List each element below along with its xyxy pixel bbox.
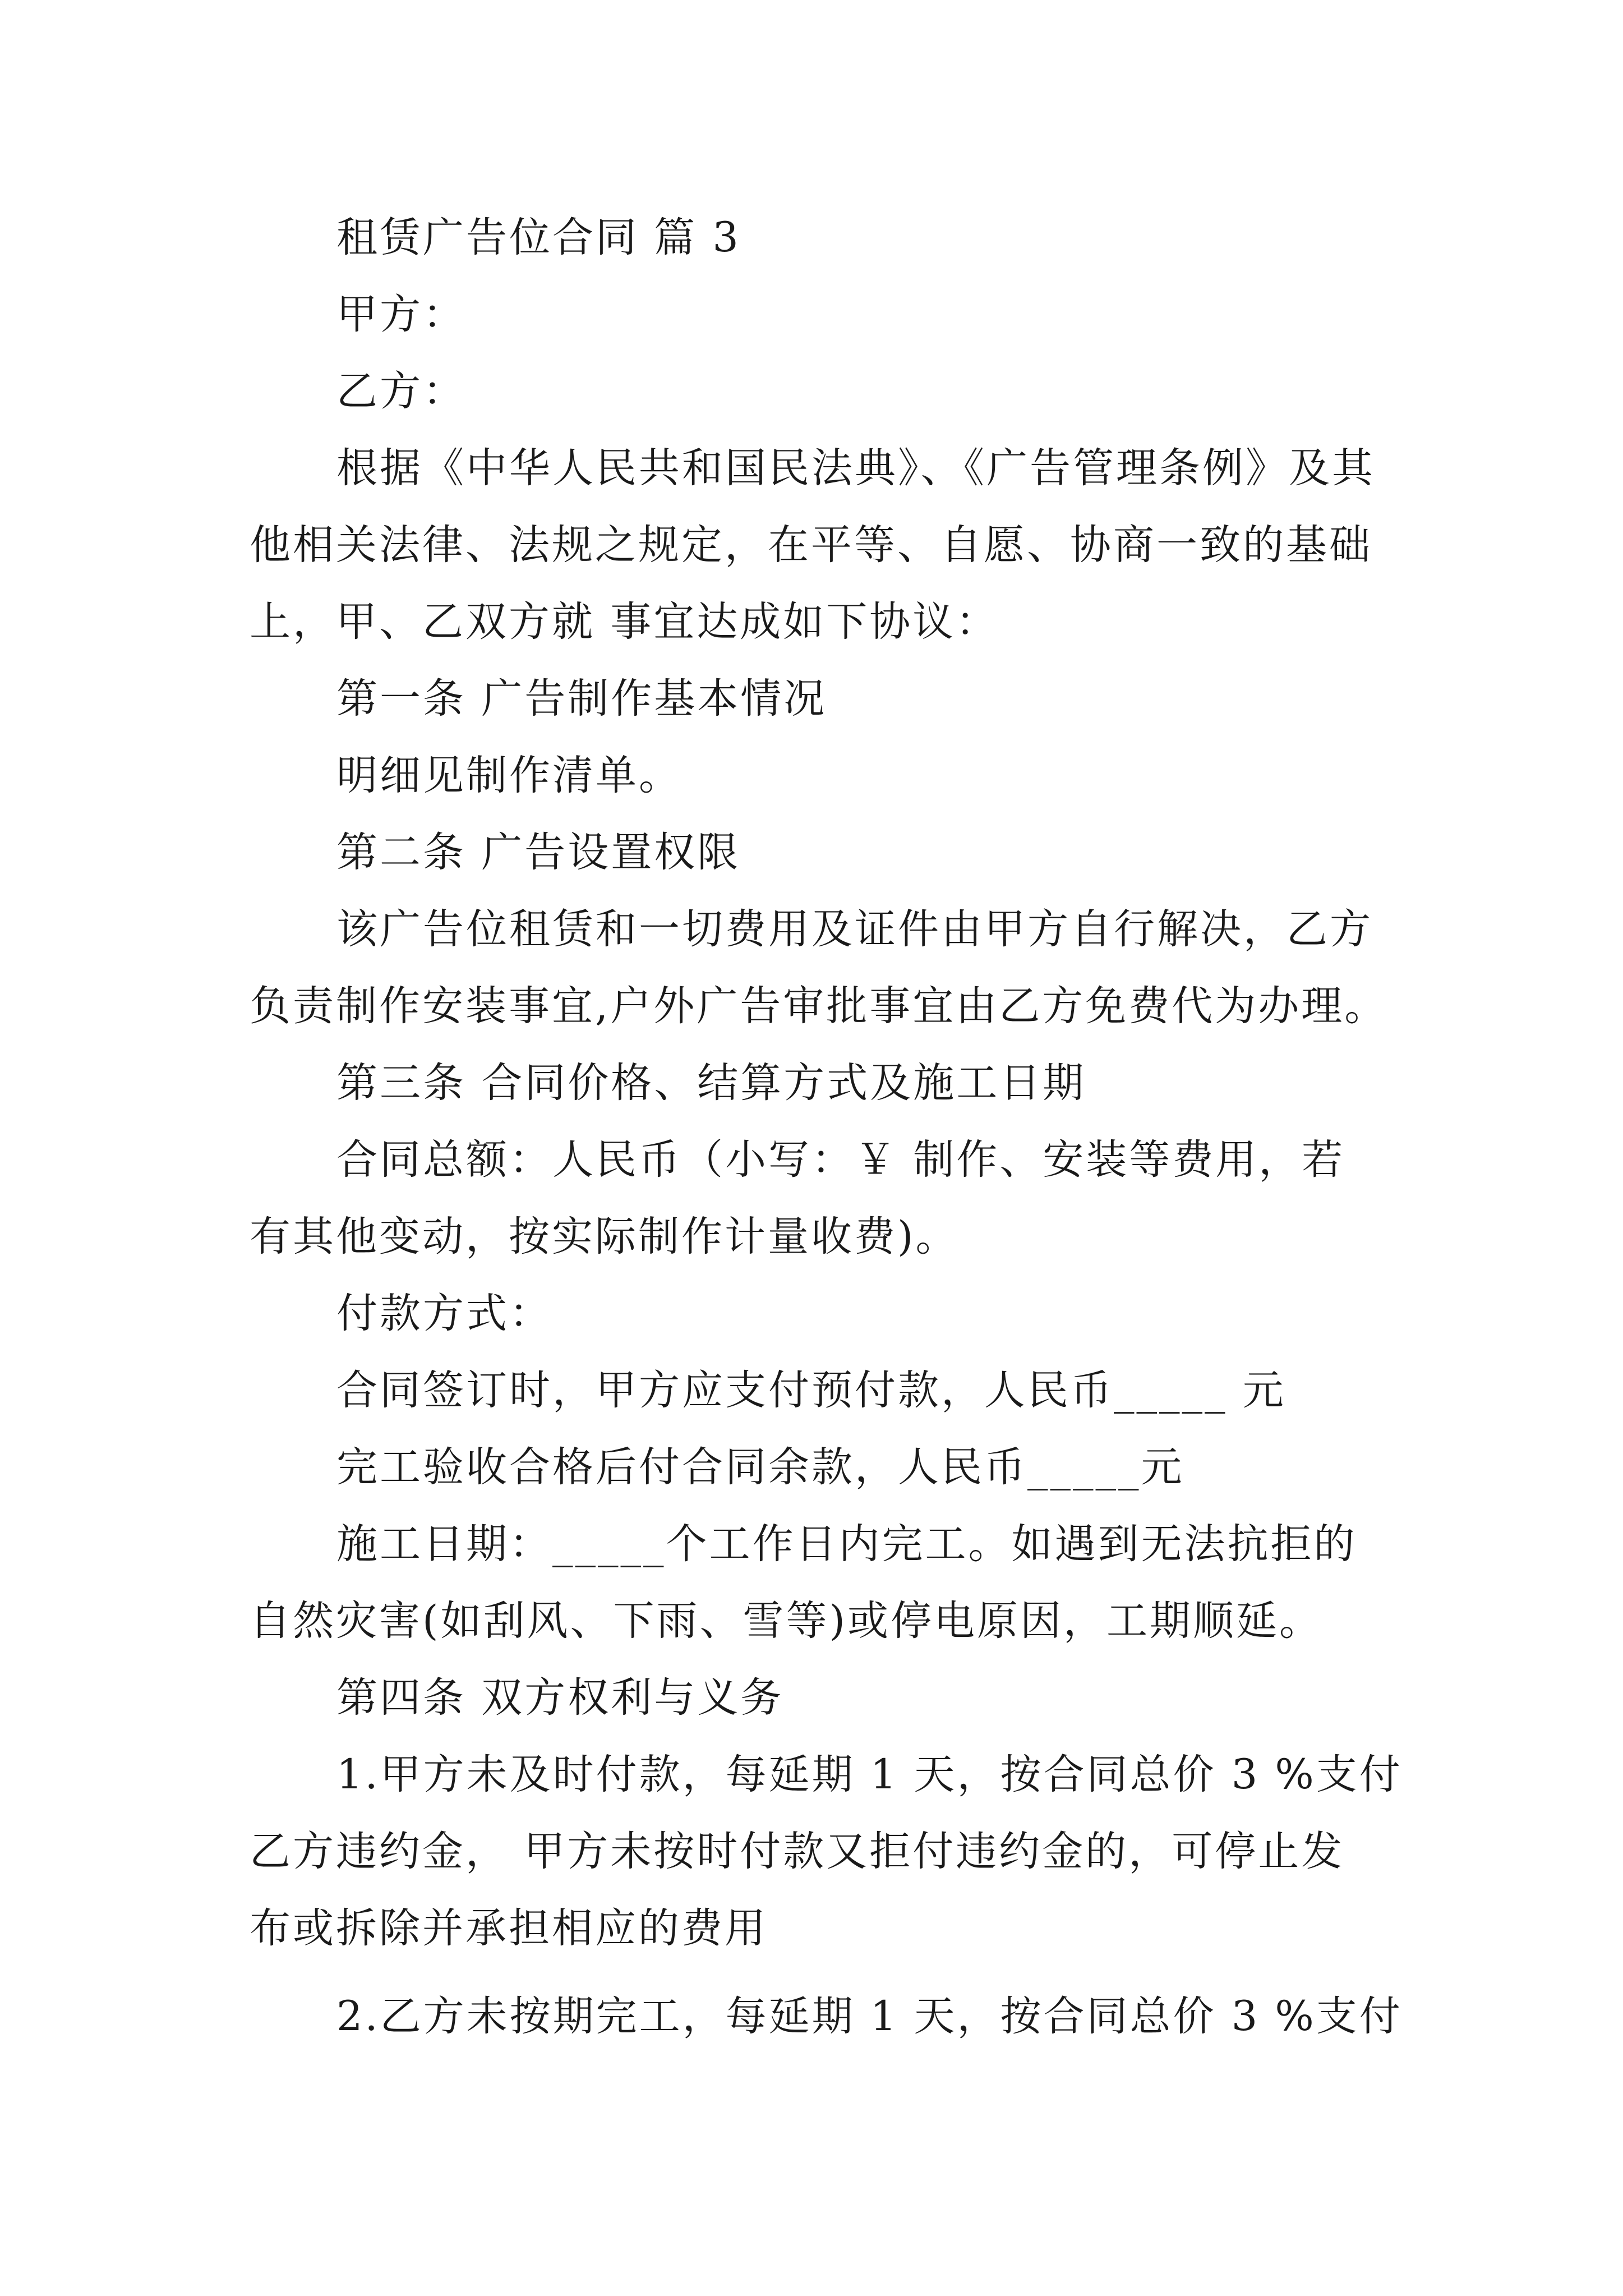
article-1-text: 明细见制作清单。 <box>336 752 682 799</box>
article-4-item-1-line: 布或拆除并承担相应的费用 <box>250 1904 768 1952</box>
construction-line: 自然灾害(如刮风、下雨、雪等)或停电原因，工期顺延。 <box>250 1597 1322 1645</box>
preamble-paragraph <box>250 430 1388 660</box>
construction-line: 施工日期：_____个工作日内完工。如遇到无法抗拒的 <box>336 1520 1357 1568</box>
article-4-item-2-line: 2.乙方未按期完工，每延期 1 天，按合同总价 3 %支付 <box>336 1993 1403 2040</box>
article-2-heading: 第二条 广告设置权限 <box>336 829 741 876</box>
construction-paragraph <box>250 1506 1388 1659</box>
article-3-heading: 第三条 合同价格、结算方式及施工日期 <box>336 1059 1086 1107</box>
article-4-item-1-line: 乙方违约金， 甲方未按时付款又拒付违约金的，可停止发 <box>250 1828 1345 1875</box>
article-4-item-2 <box>250 1978 1403 2055</box>
party-b-line: 乙方： <box>336 367 466 415</box>
payment-balance-line: 完工验收合格后付合同余款，人民币_____元 <box>336 1443 1184 1491</box>
preamble-line: 上，甲、乙双方就 事宜达成如下协议： <box>250 598 999 646</box>
contract-total-line: 合同总额：人民币（小写：￥ 制作、安装等费用，若 <box>336 1136 1345 1184</box>
preamble-line: 根据《中华人民共和国民法典》、《广告管理条例》及其 <box>336 444 1375 492</box>
document-title: 租赁广告位合同 篇 3 <box>336 214 741 261</box>
contract-total-paragraph <box>250 1121 1388 1275</box>
party-a-line: 甲方： <box>336 291 466 338</box>
article-4-item-1 <box>250 1736 1403 1967</box>
payment-method-heading: 付款方式： <box>336 1290 552 1337</box>
document-body <box>250 199 1403 2055</box>
article-2-line: 该广告位租赁和一切费用及证件由甲方自行解决，乙方 <box>336 905 1373 953</box>
article-2-paragraph <box>250 891 1388 1045</box>
preamble-line: 他相关法律、法规之规定，在平等、自愿、协商一致的基础 <box>250 521 1372 569</box>
article-2-line: 负责制作安装事宜,户外广告审批事宜由乙方免费代为办理。 <box>250 982 1388 1030</box>
article-4-item-1-line: 1.甲方未及时付款，每延期 1 天，按合同总价 3 %支付 <box>336 1751 1403 1798</box>
article-1-heading: 第一条 广告制作基本情况 <box>336 675 827 723</box>
payment-advance-line: 合同签订时，甲方应支付预付款，人民币_____ 元 <box>336 1366 1286 1414</box>
article-4-heading: 第四条 双方权利与义务 <box>336 1674 784 1722</box>
contract-total-line: 有其他变动，按实际制作计量收费)。 <box>250 1213 959 1260</box>
